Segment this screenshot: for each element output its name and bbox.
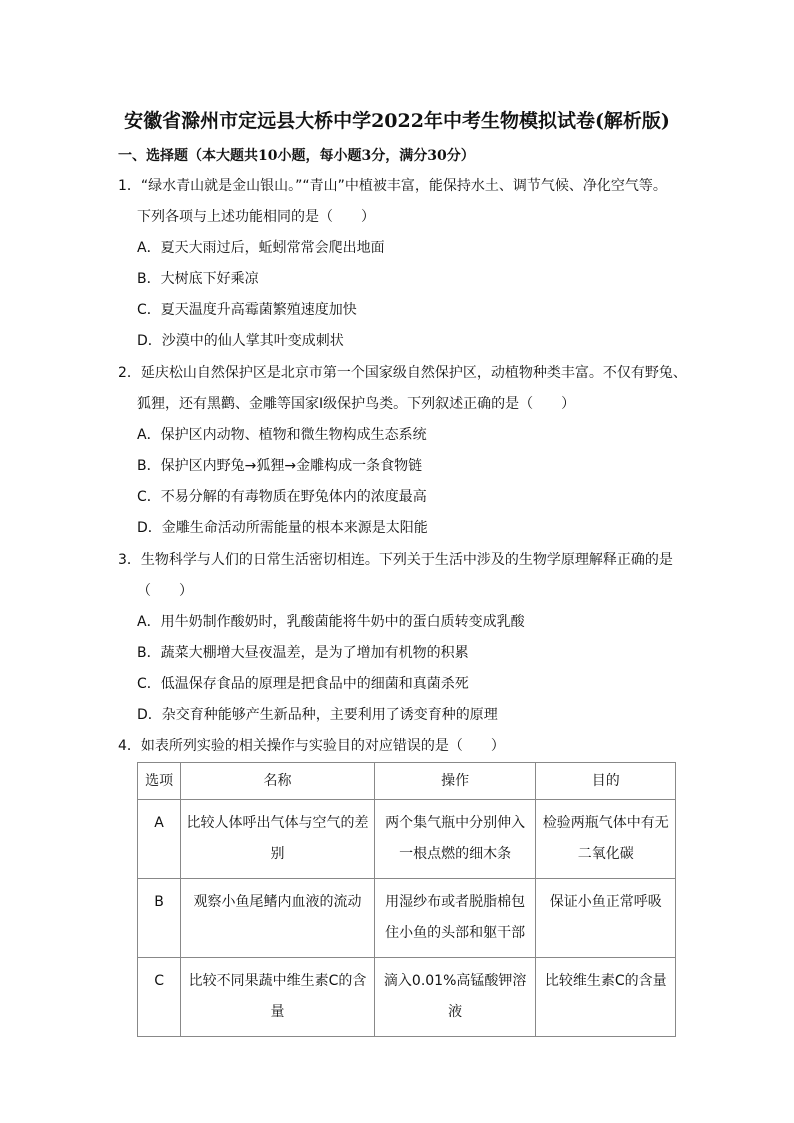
question-3-line-2: （ ） <box>137 583 193 599</box>
question-3-line-1: 3．生物科学与人们的日常生活密切相连。下列关于生活中涉及的生物学原理解释正确的是 <box>118 552 673 568</box>
section-heading: 一、选择题（本大题共10小题，每小题3分，满分30分） <box>118 148 475 164</box>
question-2-option-b: B．保护区内野兔→狐狸→金雕构成一条食物链 <box>137 458 423 474</box>
question-1-option-b: B．大树底下好乘凉 <box>137 271 259 287</box>
question-4-line-1: 4．如表所列实验的相关操作与实验目的对应错误的是（ ） <box>118 738 505 754</box>
table-header-cell: 目的 <box>536 763 676 800</box>
table-cell: 滴入0.01%高锰酸钾溶液 <box>374 958 536 1037</box>
question-3-option-a: A．用牛奶制作酸奶时，乳酸菌能将牛奶中的蛋白质转变成乳酸 <box>137 614 525 630</box>
table-cell: 比较人体呼出气体与空气的差别 <box>181 800 375 879</box>
question-3-option-c: C．低温保存食品的原理是把食品中的细菌和真菌杀死 <box>137 676 469 692</box>
page-title: 安徽省滁州市定远县大桥中学2022年中考生物模拟试卷(解析版) <box>124 110 670 132</box>
table-row <box>138 958 676 1037</box>
question-1-option-a: A．夏天大雨过后，蚯蚓常常会爬出地面 <box>137 240 385 256</box>
question-1-option-c: C．夏天温度升高霉菌繁殖速度加快 <box>137 302 357 318</box>
question-2-option-c: C．不易分解的有毒物质在野兔体内的浓度最高 <box>137 489 427 505</box>
question-3-option-b: B．蔬菜大棚增大昼夜温差，是为了增加有机物的积累 <box>137 645 469 661</box>
table-row <box>138 800 676 879</box>
table-header-row <box>138 763 676 800</box>
question-2-option-d: D．金雕生命活动所需能量的根本来源是太阳能 <box>137 520 428 536</box>
table-header-cell: 操作 <box>374 763 536 800</box>
table-row <box>138 879 676 958</box>
question-2-line-2: 狐狸，还有黑鹳、金雕等国家Ⅰ级保护鸟类。下列叙述正确的是（ ） <box>137 396 576 412</box>
table-cell: 两个集气瓶中分别伸入一根点燃的细木条 <box>374 800 536 879</box>
table-cell: 检验两瓶气体中有无二氧化碳 <box>536 800 676 879</box>
question-1-line-1: 1．“绿水青山就是金山银山。”“青山”中植被丰富，能保持水土、调节气候、净化空气等。 <box>118 178 667 194</box>
experiment-table <box>137 762 676 1037</box>
question-3-option-d: D．杂交育种能够产生新品种，主要利用了诱变育种的原理 <box>137 707 498 723</box>
table-cell: 比较维生素C的含量 <box>536 958 676 1037</box>
table-cell: 保证小鱼正常呼吸 <box>536 879 676 958</box>
table-cell: 观察小鱼尾鳍内血液的流动 <box>181 879 375 958</box>
question-2-option-a: A．保护区内动物、植物和微生物构成生态系统 <box>137 427 427 443</box>
question-1-option-d: D．沙漠中的仙人掌其叶变成刺状 <box>137 333 344 349</box>
table-cell: 比较不同果蔬中维生素C的含量 <box>181 958 375 1037</box>
table-cell: C <box>138 958 181 1037</box>
table-cell: A <box>138 800 181 879</box>
table-header-cell: 选项 <box>138 763 181 800</box>
table-header-cell: 名称 <box>181 763 375 800</box>
table-cell: 用湿纱布或者脱脂棉包住小鱼的头部和躯干部 <box>374 879 536 958</box>
question-2-line-1: 2．延庆松山自然保护区是北京市第一个国家级自然保护区，动植物种类丰富。不仅有野兔、 <box>118 365 687 381</box>
table-cell: B <box>138 879 181 958</box>
question-1-line-2: 下列各项与上述功能相同的是（ ） <box>137 209 375 225</box>
